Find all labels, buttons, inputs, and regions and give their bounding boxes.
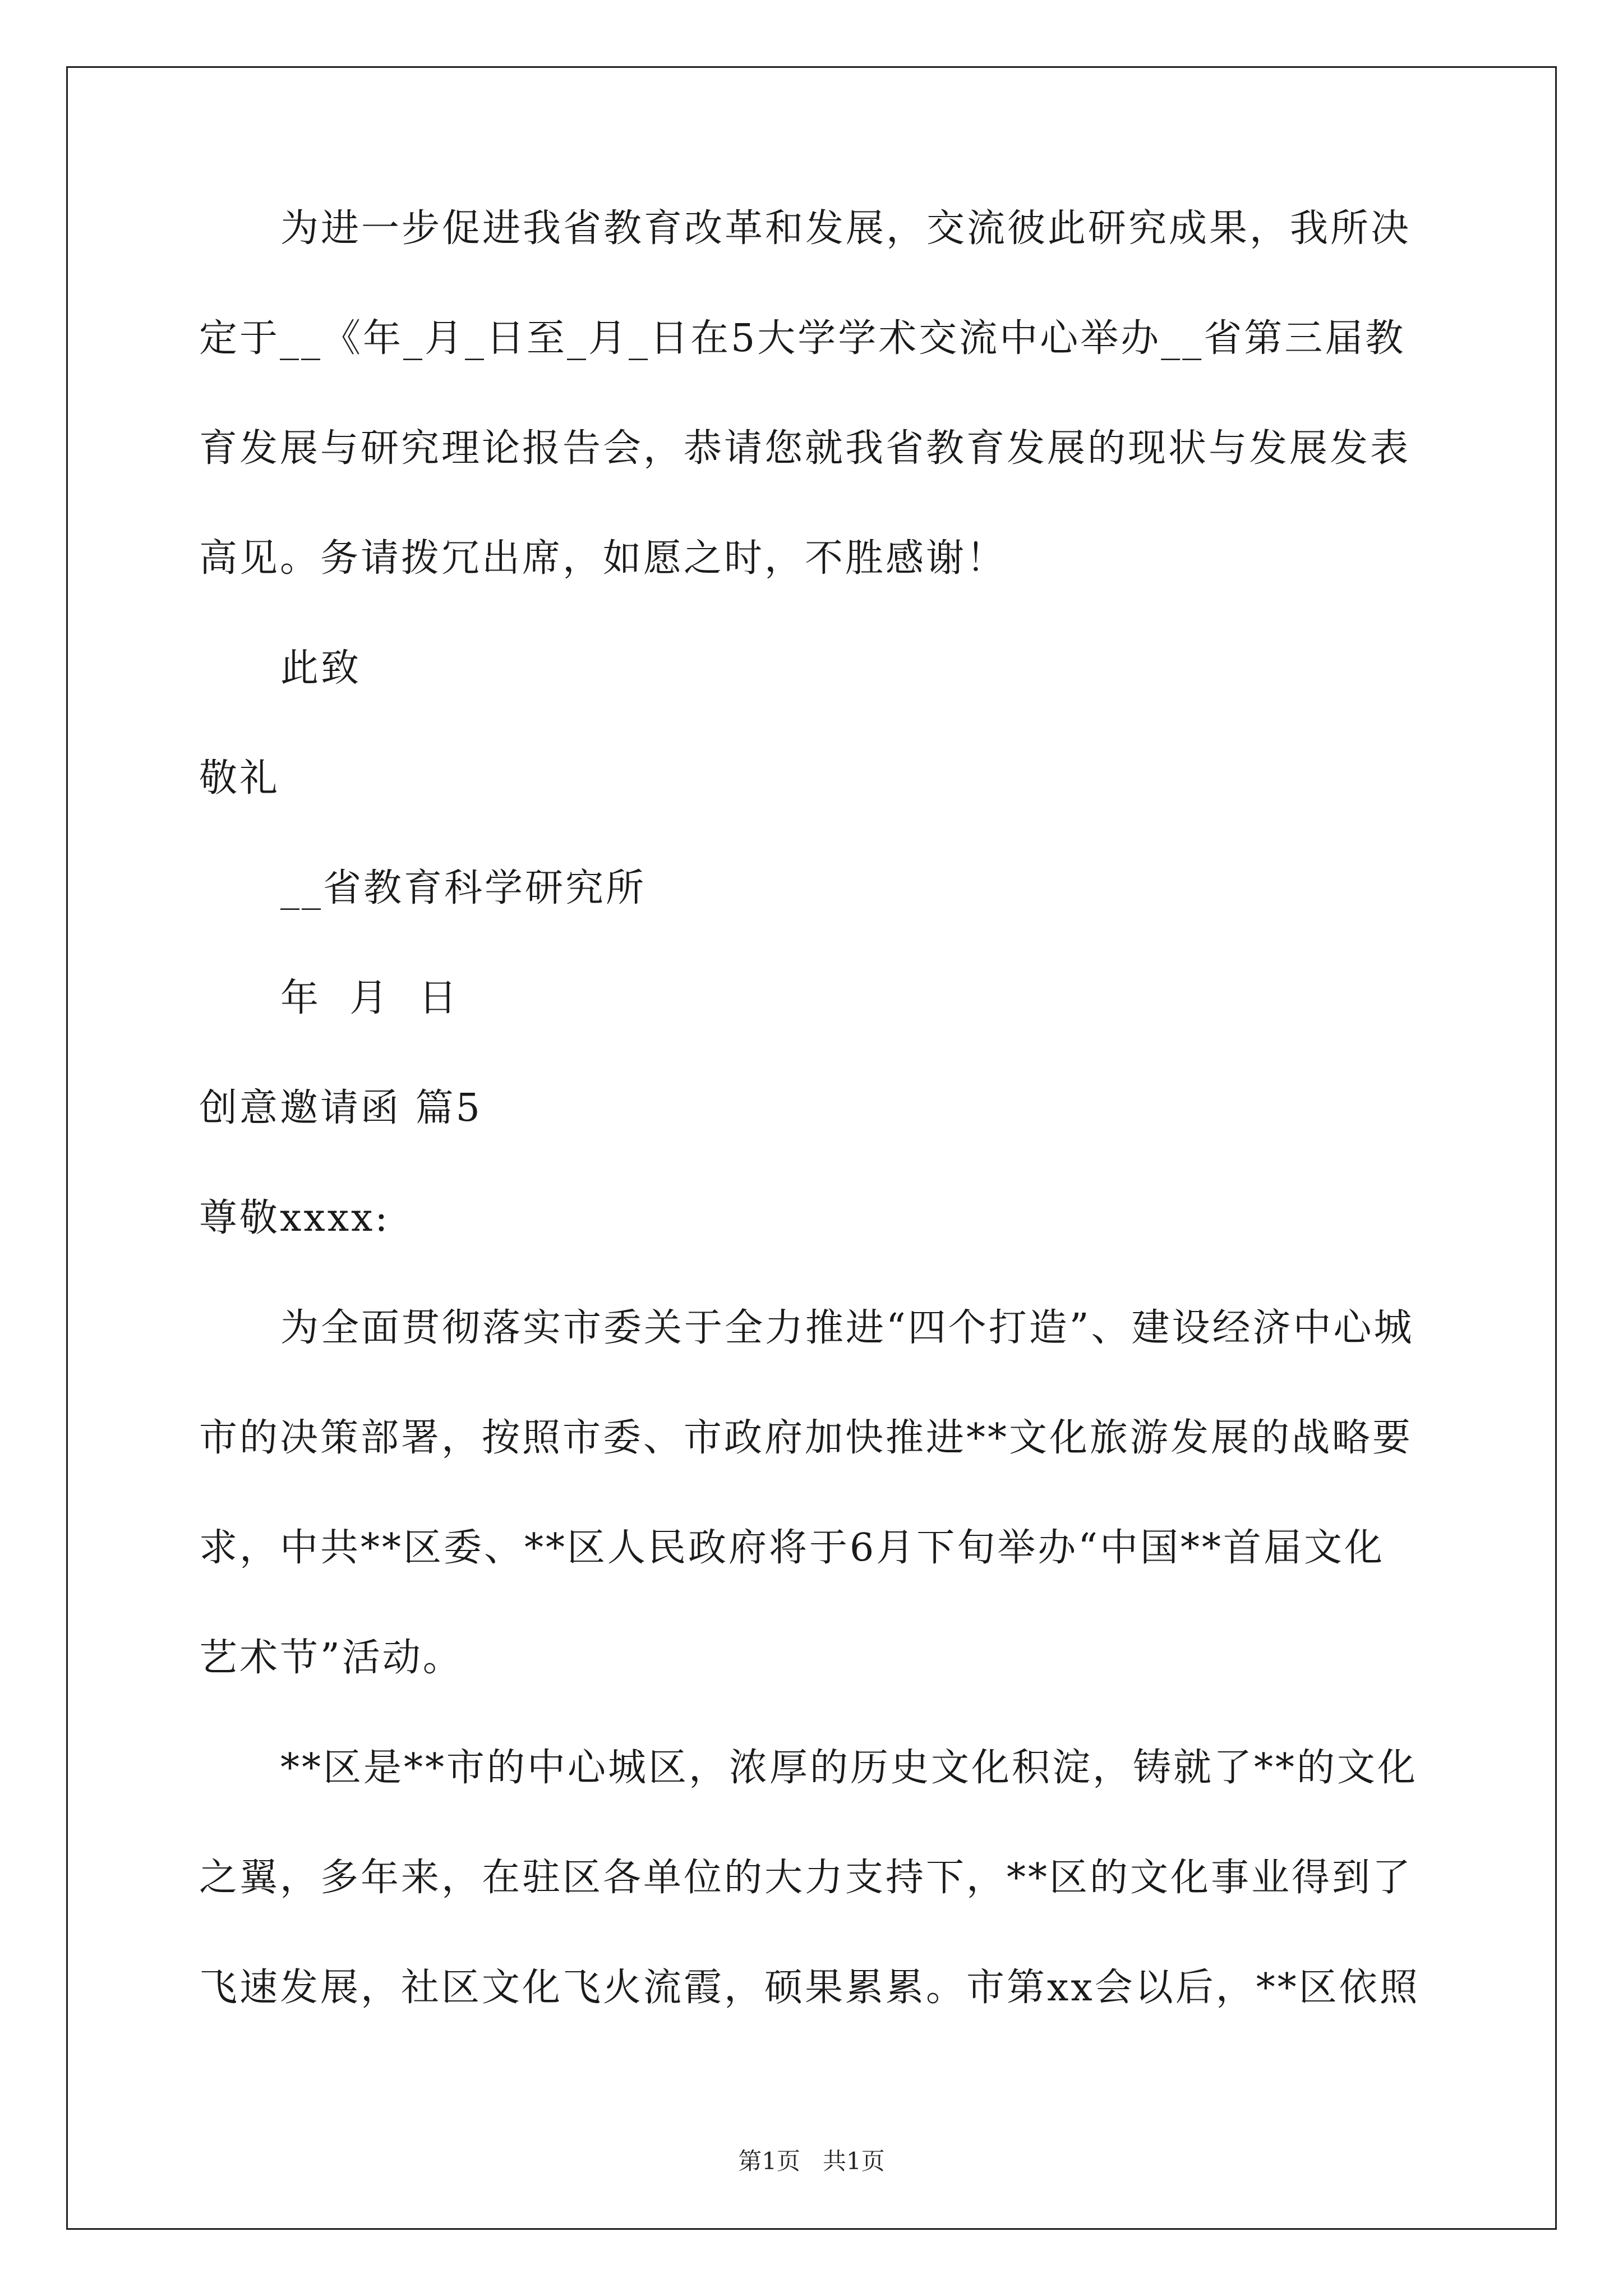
text-line: 育发展与研究理论报告会，恭请您就我省教育发展的现状与发展发表 (199, 426, 1411, 471)
text-line: 飞速发展，社区文化飞火流霞，硕果累累。市第xx会以后，**区依照 (199, 1966, 1420, 2010)
document-body (199, 202, 1433, 2015)
text-line: 高见。务请拨冗出席，如愿之时，不胜感谢！ (199, 536, 1007, 581)
text-line: 为进一步促进我省教育改革和发展，交流彼此研究成果，我所决 (280, 206, 1412, 251)
sender-name: __省教育科学研究所 (280, 866, 647, 910)
text-line: 定于__《年_月_日至_月_日在5大学学术交流中心举办__省第三届教 (199, 316, 1406, 361)
greeting: 尊敬xxxx: (199, 1196, 390, 1240)
text-line: 求，中共**区委、**区人民政府将于6月下旬举办“中国**首届文化 (199, 1526, 1385, 1570)
text-line: 艺术节”活动。 (199, 1636, 463, 1680)
paragraph-3 (199, 1741, 1433, 2015)
closing-salutation: 此致 (280, 646, 362, 691)
date-line: 年 月 日 (280, 976, 459, 1020)
closing-regards: 敬礼 (199, 756, 280, 800)
text-line: 市的决策部署，按照市委、市政府加快推进**文化旅游发展的战略要 (199, 1416, 1413, 1460)
text-line: 之翼，多年来，在驻区各单位的大力支持下，**区的文化事业得到了 (199, 1856, 1413, 1900)
text-line: 为全面贯彻落实市委关于全力推进“四个打造”、建设经济中心城 (280, 1306, 1414, 1350)
text-line: **区是**市的中心城区，浓厚的历史文化积淀，铸就了**的文化 (280, 1746, 1418, 1790)
page-footer: 第1页 共1页 (738, 2147, 885, 2175)
paragraph-1 (199, 202, 1433, 586)
paragraph-2 (199, 1301, 1433, 1685)
section-title: 创意邀请函 篇5 (199, 1086, 482, 1130)
